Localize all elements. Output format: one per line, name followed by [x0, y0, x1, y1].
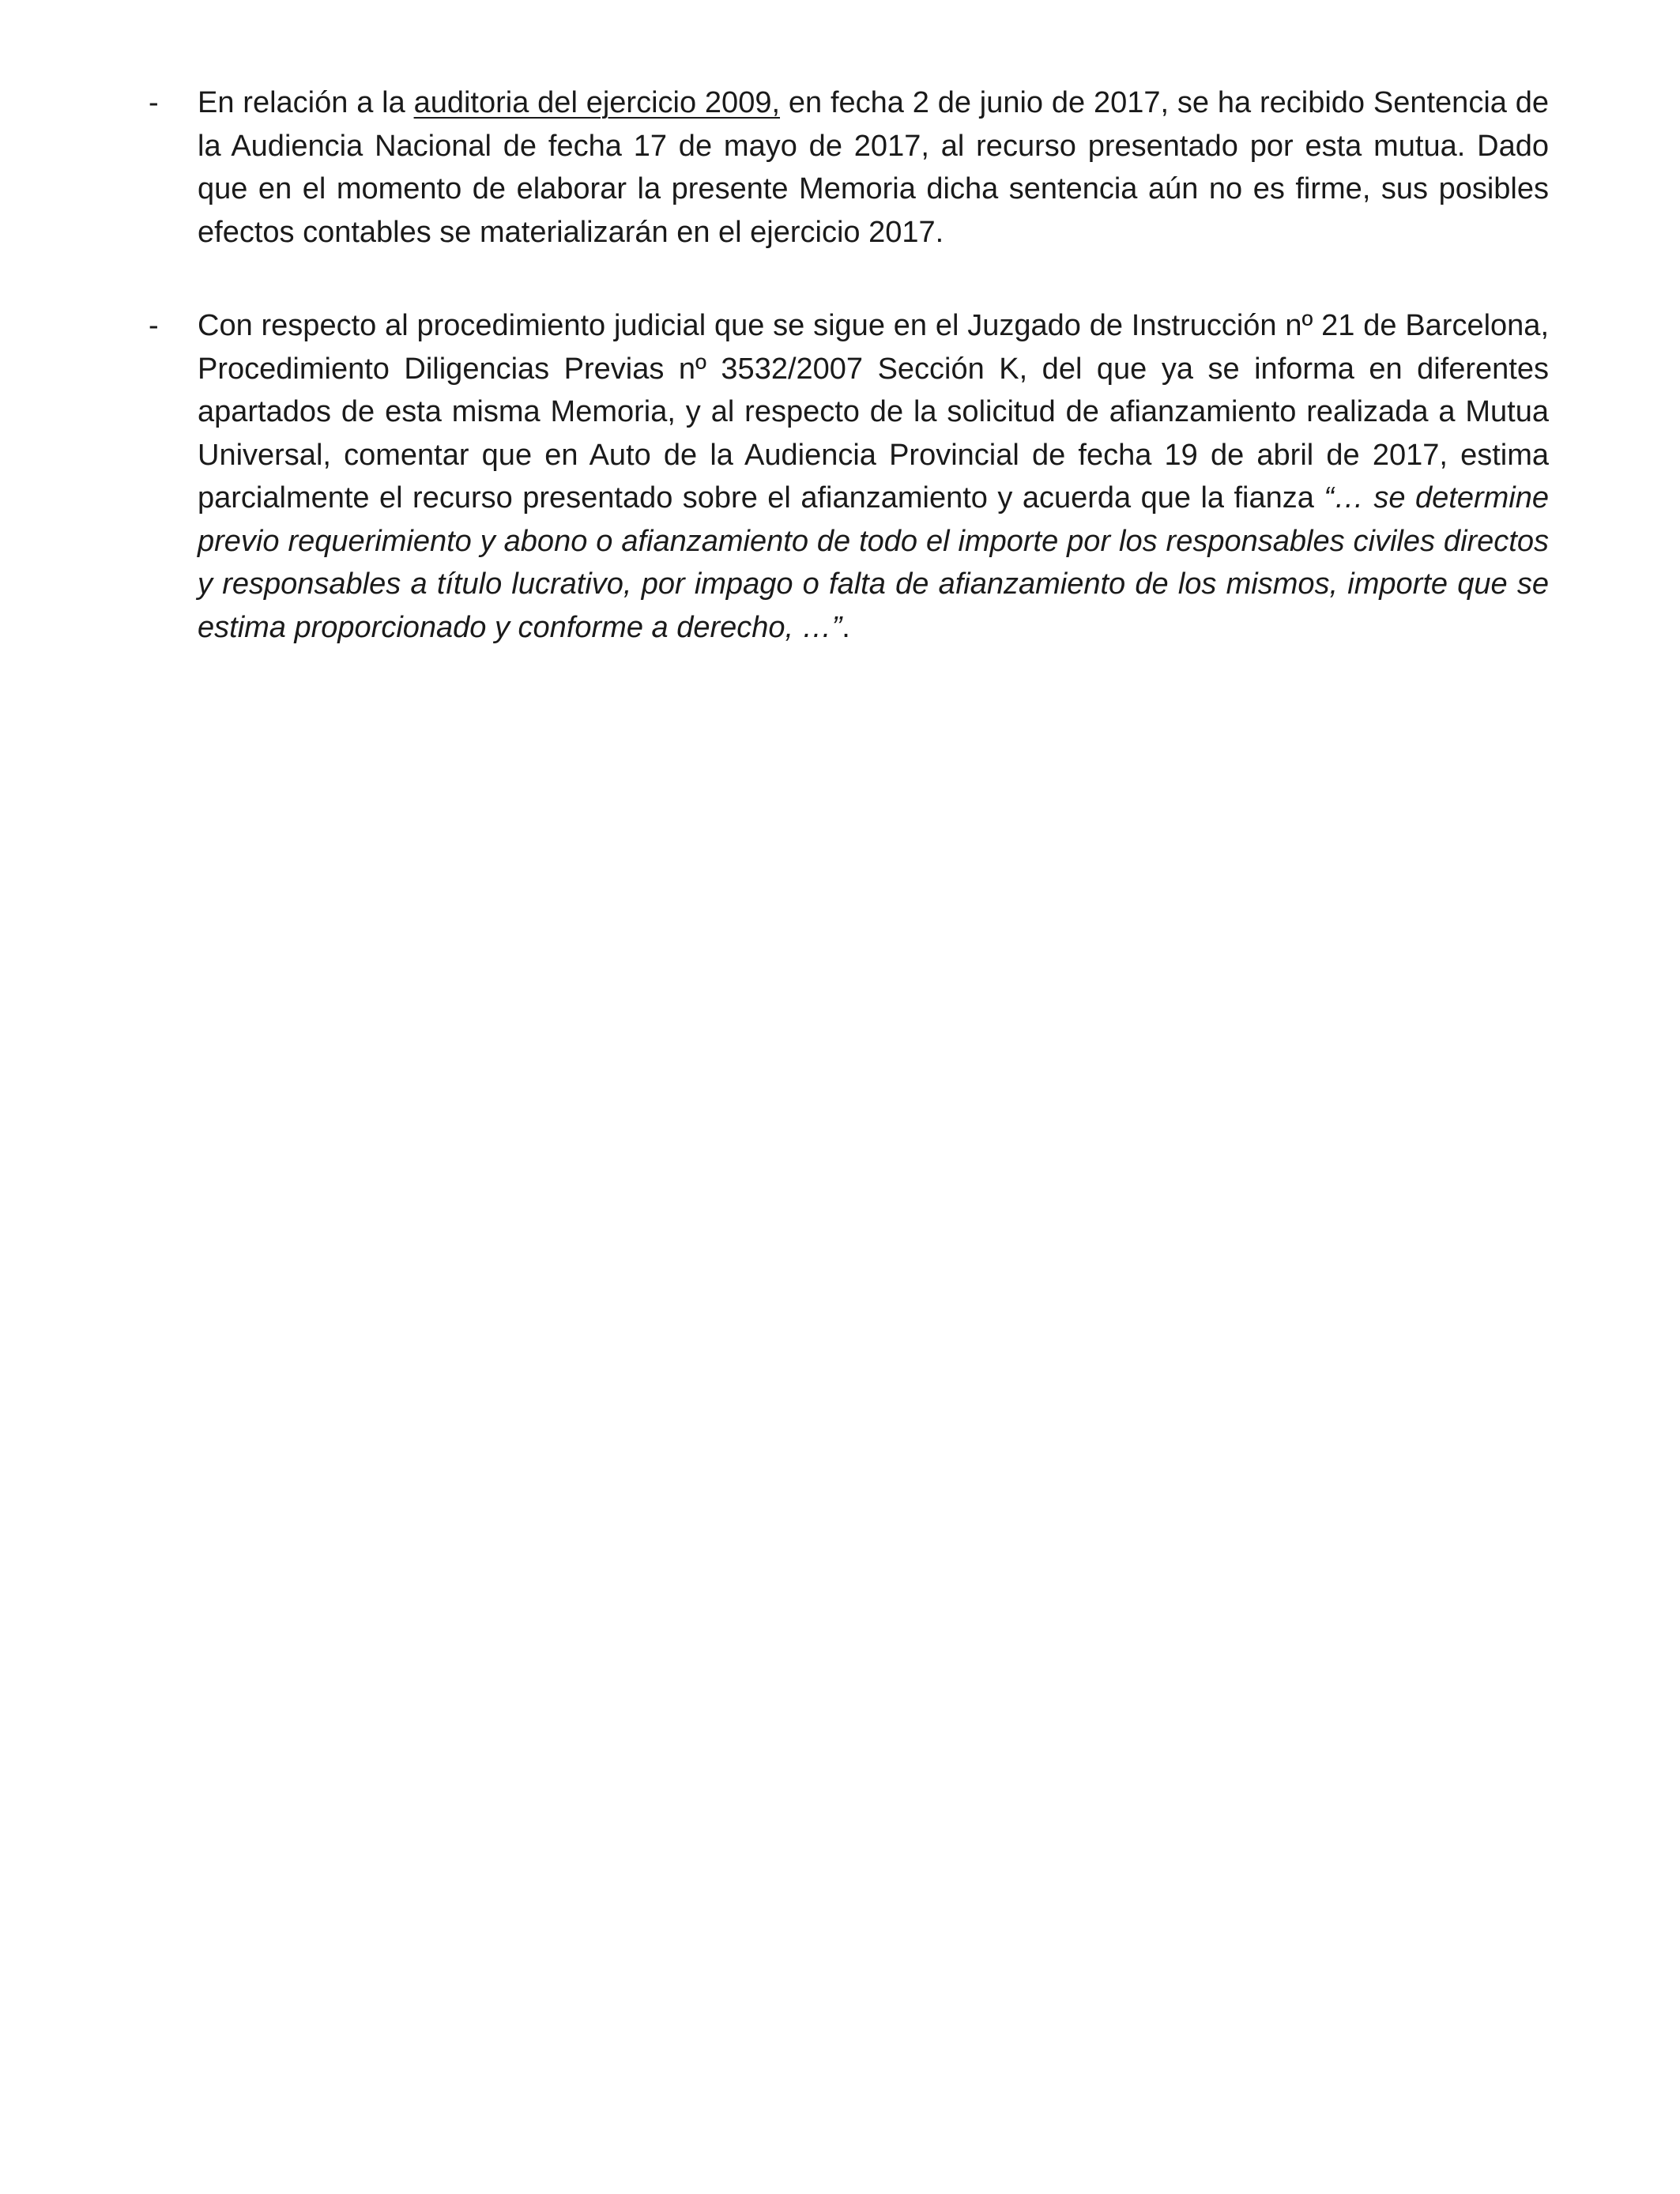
list-bullet: - — [149, 86, 159, 119]
paragraph-text: . — [842, 610, 850, 644]
italic-quote: “… se determine previo requerimiento y abono o afianzamiento de todo el importe por los responsables civiles directos y responsables a título lucrativo, por impago o falta de afianzamiento de los mismos, importe que se estima proporcionado y conforme a derecho, …” — [198, 481, 1549, 644]
paragraph-auditoria-2009 — [198, 81, 1549, 254]
list-bullet: - — [149, 309, 159, 342]
underlined-reference: auditoria del ejercicio 2009, — [413, 86, 781, 119]
paragraph-text: en fecha 2 de junio de 2017, se ha recibido Sentencia de la Audiencia Nacional de fecha 17 de mayo de 2017, al recurso presentado por esta mutua. Dado que en el momento de elaborar la presente Memoria dicha sentencia aún no es firme, sus posibles efectos contables se materializarán en el ejercicio 2017. — [198, 86, 1549, 249]
list-item — [149, 81, 1549, 254]
paragraph-procedimiento-judicial — [198, 304, 1549, 649]
paragraph-text: Con respecto al procedimiento judicial que se sigue en el Juzgado de Instrucción nº 21 de Barcelona, Procedimiento Diligencias Previas nº 3532/2007 Sección K, del que ya se informa en diferentes apartados de esta misma Memoria, y al respecto de la solicitud de afianzamiento realizada a Mutua Universal, comentar que en Auto de la Audiencia Provincial de fecha 19 de abril de 2017, estima parcialmente el recurso presentado sobre el afianzamiento y acuerda que la fianza — [198, 309, 1549, 515]
list-item — [149, 304, 1549, 649]
paragraph-text: En relación a la — [198, 86, 414, 119]
